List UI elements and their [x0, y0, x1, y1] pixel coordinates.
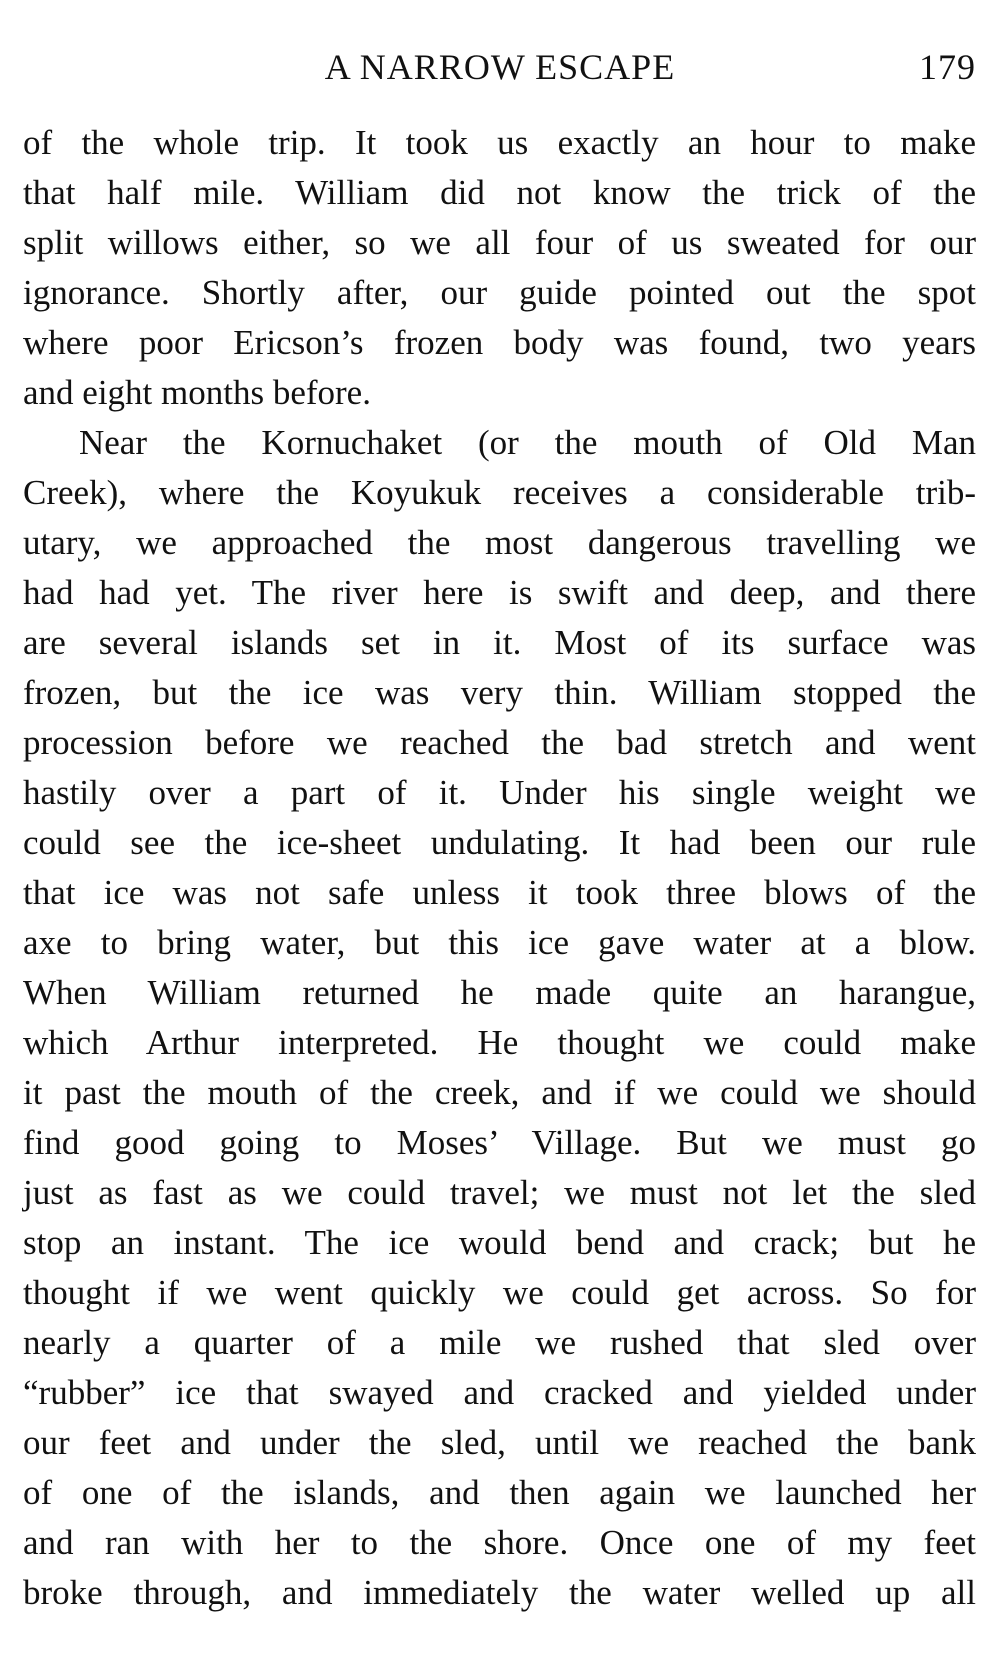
- paragraph-start-line: Near the Kornuchaket (or the mouth of Old Man: [79, 423, 976, 462]
- text-line: of the whole trip. It took us exactly an hour to make: [23, 123, 976, 162]
- text-line: procession before we reached the bad stretch and went: [23, 723, 976, 762]
- text-line: utary, we approached the most dangerous travelling we: [23, 523, 976, 562]
- text-line: frozen, but the ice was very thin. William stopped the: [23, 673, 976, 712]
- text-line: hastily over a part of it. Under his single weight we: [23, 773, 976, 812]
- text-line: our feet and under the sled, until we reached the bank: [23, 1423, 976, 1462]
- text-line: it past the mouth of the creek, and if we could we should: [23, 1073, 976, 1112]
- text-line: that ice was not safe unless it took three blows of the: [23, 873, 976, 912]
- text-line: which Arthur interpreted. He thought we could make: [23, 1023, 976, 1062]
- body-text: [23, 118, 976, 1618]
- text-line: Creek), where the Koyukuk receives a considerable trib-: [23, 473, 976, 512]
- text-line: When William returned he made quite an harangue,: [23, 973, 976, 1012]
- text-line: “rubber” ice that swayed and cracked and yielded under: [23, 1373, 976, 1412]
- text-line: axe to bring water, but this ice gave water at a blow.: [23, 923, 976, 962]
- text-line: of one of the islands, and then again we launched her: [23, 1473, 976, 1512]
- text-line: find good going to Moses’ Village. But we must go: [23, 1123, 976, 1162]
- text-line: could see the ice-sheet undulating. It had been our rule: [23, 823, 976, 862]
- text-line: and eight months before.: [23, 373, 371, 412]
- text-line: thought if we went quickly we could get across. So for: [23, 1273, 976, 1312]
- text-line: where poor Ericson’s frozen body was found, two years: [23, 323, 976, 362]
- text-line: that half mile. William did not know the trick of the: [23, 173, 976, 212]
- text-line: are several islands set in it. Most of its surface was: [23, 623, 976, 662]
- text-line: nearly a quarter of a mile we rushed that sled over: [23, 1323, 976, 1362]
- text-line: just as fast as we could travel; we must not let the sled: [23, 1173, 976, 1212]
- running-title: A NARROW ESCAPE: [324, 47, 676, 87]
- text-line: ignorance. Shortly after, our guide pointed out the spot: [23, 273, 976, 312]
- text-line: split willows either, so we all four of us sweated for our: [23, 223, 976, 262]
- page-number: 179: [919, 47, 976, 87]
- text-line: had had yet. The river here is swift and deep, and there: [23, 573, 976, 612]
- text-line: broke through, and immediately the water welled up all: [23, 1573, 976, 1612]
- text-line: stop an instant. The ice would bend and crack; but he: [23, 1223, 976, 1262]
- running-head: [0, 42, 1000, 92]
- text-line: and ran with her to the shore. Once one of my feet: [23, 1523, 976, 1562]
